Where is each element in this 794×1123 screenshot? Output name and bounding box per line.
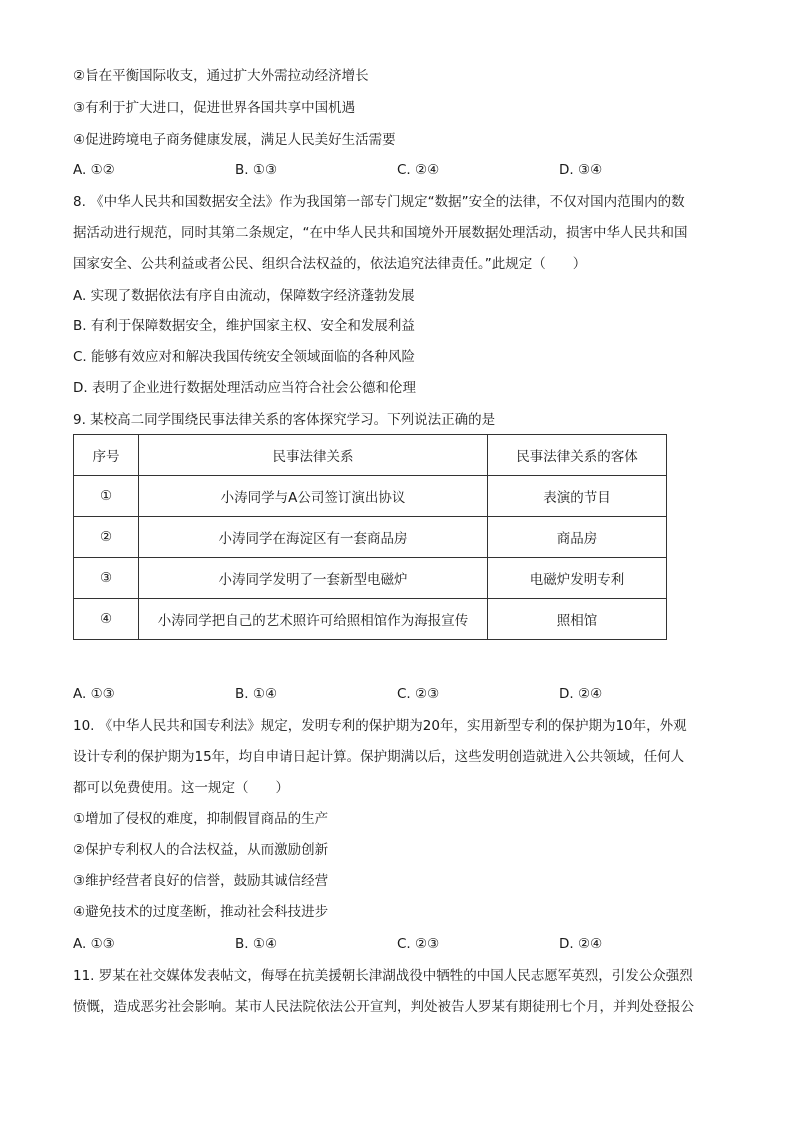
q11-stem-line-2: 愤慨，造成恶劣社会影响。某市人民法院依法公开宣判，判处被告人罗某有期徒刑七个月，并判处登报公 bbox=[73, 999, 694, 1015]
q8-stem-line-2: 据活动进行规范，同时其第二条规定，“在中华人民共和国境外开展数据处理活动，损害中华人民共和国 bbox=[73, 225, 688, 241]
table-cell: ④ bbox=[74, 599, 139, 640]
q10-stem-line-2: 设计专利的保护期为15年，均自申请日起计算。保护期满以后，这些发明创造就进入公共领域，任何人 bbox=[73, 749, 685, 765]
q7-item-3: ③有利于扩大进口，促进世界各国共享中国机遇 bbox=[73, 100, 356, 116]
table-row bbox=[74, 558, 667, 599]
q10-item-3: ③维护经营者良好的信誉，鼓励其诚信经营 bbox=[73, 873, 329, 889]
q9-option-b: B. ①④ bbox=[235, 686, 278, 702]
table-header-cell: 序号 bbox=[74, 435, 139, 476]
q7-option-a: A. ①② bbox=[73, 162, 115, 178]
q10-option-d: D. ②④ bbox=[559, 936, 603, 952]
table-cell: 商品房 bbox=[488, 517, 667, 558]
q7-option-d: D. ③④ bbox=[559, 162, 603, 178]
q7-item-2: ②旨在平衡国际收支，通过扩大外需拉动经济增长 bbox=[73, 68, 369, 84]
table-cell: 小涛同学把自己的艺术照许可给照相馆作为海报宣传 bbox=[139, 599, 488, 640]
q10-stem-line-3: 都可以免费使用。这一规定（ ） bbox=[73, 780, 289, 796]
q8-option-b: B. 有利于保障数据安全，维护国家主权、安全和发展利益 bbox=[73, 318, 415, 334]
table-cell: 小涛同学在海淀区有一套商品房 bbox=[139, 517, 488, 558]
table-cell: 小涛同学发明了一套新型电磁炉 bbox=[139, 558, 488, 599]
q10-stem-line-1: 10. 《中华人民共和国专利法》规定，发明专利的保护期为20年，实用新型专利的保护期为10年，外观 bbox=[73, 718, 687, 734]
table-cell: 小涛同学与A公司签订演出协议 bbox=[139, 476, 488, 517]
q10-item-2: ②保护专利权人的合法权益，从而激励创新 bbox=[73, 842, 329, 858]
q9-table bbox=[73, 434, 667, 640]
q9-option-a: A. ①③ bbox=[73, 686, 115, 702]
table-cell: 照相馆 bbox=[488, 599, 667, 640]
q10-options bbox=[73, 934, 723, 954]
q11-stem-line-1: 11. 罗某在社交媒体发表帖文，侮辱在抗美援朝长津湖战役中牺牲的中国人民志愿军英烈，引发公众强烈 bbox=[73, 968, 693, 984]
table-cell: ② bbox=[74, 517, 139, 558]
q8-option-a: A. 实现了数据依法有序自由流动，保障数字经济蓬勃发展 bbox=[73, 288, 415, 304]
q8-stem-line-3: 国家安全、公共利益或者公民、组织合法权益的，依法追究法律责任。”此规定（ ） bbox=[73, 256, 587, 272]
table-cell: 电磁炉发明专利 bbox=[488, 558, 667, 599]
q9-option-d: D. ②④ bbox=[559, 686, 603, 702]
q10-item-1: ①增加了侵权的难度，抑制假冒商品的生产 bbox=[73, 811, 329, 827]
table-row bbox=[74, 517, 667, 558]
q7-option-b: B. ①③ bbox=[235, 162, 278, 178]
q7-item-4: ④促进跨境电子商务健康发展，满足人民美好生活需要 bbox=[73, 132, 396, 148]
table-header-cell: 民事法律关系的客体 bbox=[488, 435, 667, 476]
table-cell: ③ bbox=[74, 558, 139, 599]
q8-option-c: C. 能够有效应对和解决我国传统安全领域面临的各种风险 bbox=[73, 349, 416, 365]
table-cell: 表演的节目 bbox=[488, 476, 667, 517]
q10-item-4: ④避免技术的过度垄断，推动社会科技进步 bbox=[73, 904, 329, 920]
q7-options bbox=[73, 160, 723, 180]
q10-option-b: B. ①④ bbox=[235, 936, 278, 952]
table-row bbox=[74, 599, 667, 640]
q9-option-c: C. ②③ bbox=[397, 686, 440, 702]
table-cell: ① bbox=[74, 476, 139, 517]
q8-option-d: D. 表明了企业进行数据处理活动应当符合社会公德和伦理 bbox=[73, 380, 416, 396]
q7-option-c: C. ②④ bbox=[397, 162, 440, 178]
q10-option-c: C. ②③ bbox=[397, 936, 440, 952]
table-row bbox=[74, 476, 667, 517]
table-header-cell: 民事法律关系 bbox=[139, 435, 488, 476]
q10-option-a: A. ①③ bbox=[73, 936, 115, 952]
q8-stem-line-1: 8. 《中华人民共和国数据安全法》作为我国第一部专门规定“数据”安全的法律，不仅对国内范围内的数 bbox=[73, 194, 685, 210]
table-header-row bbox=[74, 435, 667, 476]
q9-stem: 9. 某校高二同学围绕民事法律关系的客体探究学习。下列说法正确的是 bbox=[73, 412, 496, 428]
q9-options bbox=[73, 684, 723, 704]
